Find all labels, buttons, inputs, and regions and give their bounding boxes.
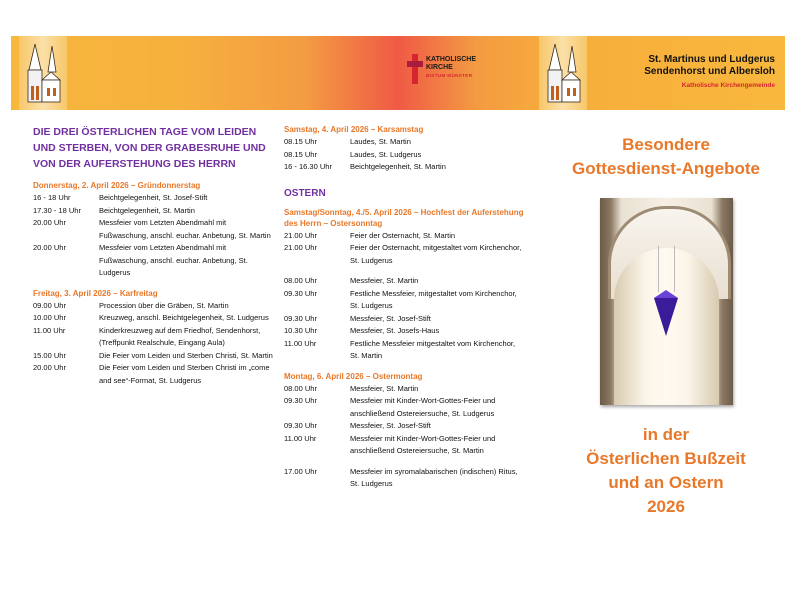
event-row <box>284 161 524 174</box>
event-description: Messfeier, St. Josef-Stift <box>350 313 431 323</box>
event-description: Laudes, St. Martin <box>350 137 411 146</box>
event-row <box>284 275 524 288</box>
event-time: 20.00 Uhr <box>33 243 66 252</box>
event-time: 21.00 Uhr <box>284 243 317 252</box>
header-banner <box>11 36 785 110</box>
event-time: 10.30 Uhr <box>284 326 317 335</box>
event-description: Messfeier, St. Josefs-Haus <box>350 326 440 335</box>
event-row <box>33 312 273 325</box>
day-heading: Freitag, 3. April 2026 – Karfreitag <box>33 288 158 298</box>
day-heading: Donnerstag, 2. April 2026 – Gründonnerstag <box>33 181 201 190</box>
event-description: Die Feier vom Leiden und Sterben Christi, St. Martin <box>99 350 273 360</box>
parish-line1: St. Martinus und Ludgerus <box>648 54 775 65</box>
event-time: 20.00 Uhr <box>33 363 66 372</box>
event-time: 21.00 Uhr <box>284 230 317 240</box>
event-description: Beichtgelegenheit, St. Martin <box>99 205 195 215</box>
event-row <box>284 230 524 243</box>
catholic-cross-logo <box>407 50 497 96</box>
event-row <box>284 420 524 433</box>
event-row <box>284 395 524 420</box>
event-description: Beichtgelegenheit, St. Martin <box>350 162 446 171</box>
event-row <box>33 350 273 363</box>
column-triduum <box>33 118 273 387</box>
ostern-title: OSTERN <box>284 187 326 199</box>
church-icon <box>19 36 67 110</box>
event-description: Messfeier, St. Martin <box>350 276 419 285</box>
event-time: 11.00 Uhr <box>284 338 317 348</box>
event-description: Feier der Osternacht, mitgestaltet vom Kirchenchor, St. Ludgerus <box>350 243 522 265</box>
event-time: 09.30 Uhr <box>284 421 317 430</box>
event-time: 17.30 - 18 Uhr <box>33 205 81 215</box>
event-row <box>33 362 273 387</box>
event-description: Messfeier, St. Martin <box>350 383 419 393</box>
event-time: 09.30 Uhr <box>284 313 317 323</box>
event-time: 16 - 18 Uhr <box>33 193 71 202</box>
cover-panel <box>540 118 792 519</box>
event-row <box>284 325 524 338</box>
event-description: Festliche Messfeier, mitgestaltet vom Kirchenchor, St. Ludgerus <box>350 288 517 310</box>
event-row <box>284 383 524 396</box>
event-row <box>33 192 273 205</box>
event-row <box>284 433 524 458</box>
event-row <box>284 288 524 313</box>
event-description: Messfeier, St. Josef-Stift <box>350 421 431 430</box>
parish-subtitle: Katholische Kirchengemeinde <box>681 82 775 89</box>
day-heading: Samstag, 4. April 2026 – Karsamstag <box>284 125 424 134</box>
column-easter <box>284 118 524 491</box>
event-description: Procession über die Gräben, St. Martin <box>99 300 229 310</box>
event-time: 08.00 Uhr <box>284 276 317 285</box>
event-time: 15.00 Uhr <box>33 350 66 360</box>
event-time: 08.00 Uhr <box>284 383 317 393</box>
event-row <box>33 242 273 280</box>
event-description: Messfeier vom Letzten Abendmahl mit Fußwaschung, anschl. euchar. Anbetung, St. Ludgerus <box>99 243 248 277</box>
event-description: Laudes, St. Ludgerus <box>350 149 422 159</box>
event-description: Die Feier vom Leiden und Sterben Christi im „come and see“-Format, St. Ludgerus <box>99 363 270 385</box>
event-time: 09.30 Uhr <box>284 288 317 298</box>
event-time: 09.30 Uhr <box>284 396 317 405</box>
event-description: Messfeier im syromalabarischen (indischen) Ritus, St. Ludgerus <box>350 466 518 488</box>
section-title: DIE DREI ÖSTERLICHEN TAGE VOM LEIDEN UND STERBEN, VON DER GRABESRUHE UND VON DER AUFERSTEHUNG DES HERRN <box>33 126 266 170</box>
event-time: 10.00 Uhr <box>33 313 66 322</box>
logo-subtext: BISTUM MÜNSTER <box>426 73 473 78</box>
event-row <box>284 338 524 363</box>
event-row <box>33 205 273 218</box>
parish-line2: Sendenhorst und Albersloh <box>644 66 775 77</box>
event-row <box>284 242 524 267</box>
event-description: Kinderkreuzweg auf dem Friedhof, Sendenhorst, (Treffpunkt Realschule, Eingang Aula) <box>99 325 261 347</box>
event-time: 20.00 Uhr <box>33 218 66 227</box>
church-icon <box>539 36 587 110</box>
event-row <box>284 313 524 326</box>
event-time: 08.15 Uhr <box>284 149 317 159</box>
church-interior-photo <box>600 198 733 405</box>
event-time: 11.00 Uhr <box>33 325 66 335</box>
event-description: Messfeier mit Kinder-Wort-Gottes-Feier und anschließend Ostereiersuche, St. Ludgerus <box>350 396 496 418</box>
event-row <box>284 149 524 162</box>
event-description: Beichtgelegenheit, St. Josef-Stift <box>99 193 208 202</box>
event-row <box>284 466 524 491</box>
event-time: 16 - 16.30 Uhr <box>284 162 332 171</box>
event-row <box>33 325 273 350</box>
event-row <box>284 136 524 149</box>
event-time: 17.00 Uhr <box>284 466 317 476</box>
parish-name <box>644 54 775 89</box>
day-heading: Montag, 6. April 2026 – Ostermontag <box>284 371 423 381</box>
event-time: 08.15 Uhr <box>284 137 317 146</box>
event-description: Festliche Messfeier mitgestaltet vom Kirchenchor, St. Martin <box>350 338 516 360</box>
logo-text: KATHOLISCHE KIRCHE <box>426 56 477 71</box>
cover-heading: Besondere Gottesdienst-Angebote <box>572 135 760 178</box>
event-row <box>33 217 273 242</box>
event-row <box>33 300 273 313</box>
event-description: Feier der Osternacht, St. Martin <box>350 230 456 240</box>
event-time: 09.00 Uhr <box>33 300 66 310</box>
day-heading: Samstag/Sonntag, 4./5. April 2026 – Hochfest der Auferstehung des Herrn – Ostersonntag <box>284 207 524 228</box>
event-description: Messfeier vom Letzten Abendmahl mit Fußwaschung, anschl. euchar. Anbetung, St. Martin <box>99 218 271 240</box>
event-description: Messfeier mit Kinder-Wort-Gottes-Feier und anschließend Ostereiersuche, St. Martin <box>350 433 496 455</box>
event-time: 11.00 Uhr <box>284 433 317 443</box>
event-description: Kreuzweg, anschl. Beichtgelegenheit, St. Ludgerus <box>99 313 269 322</box>
cover-subtitle: in der Österlichen Bußzeit und an Ostern 2026 <box>586 425 746 516</box>
